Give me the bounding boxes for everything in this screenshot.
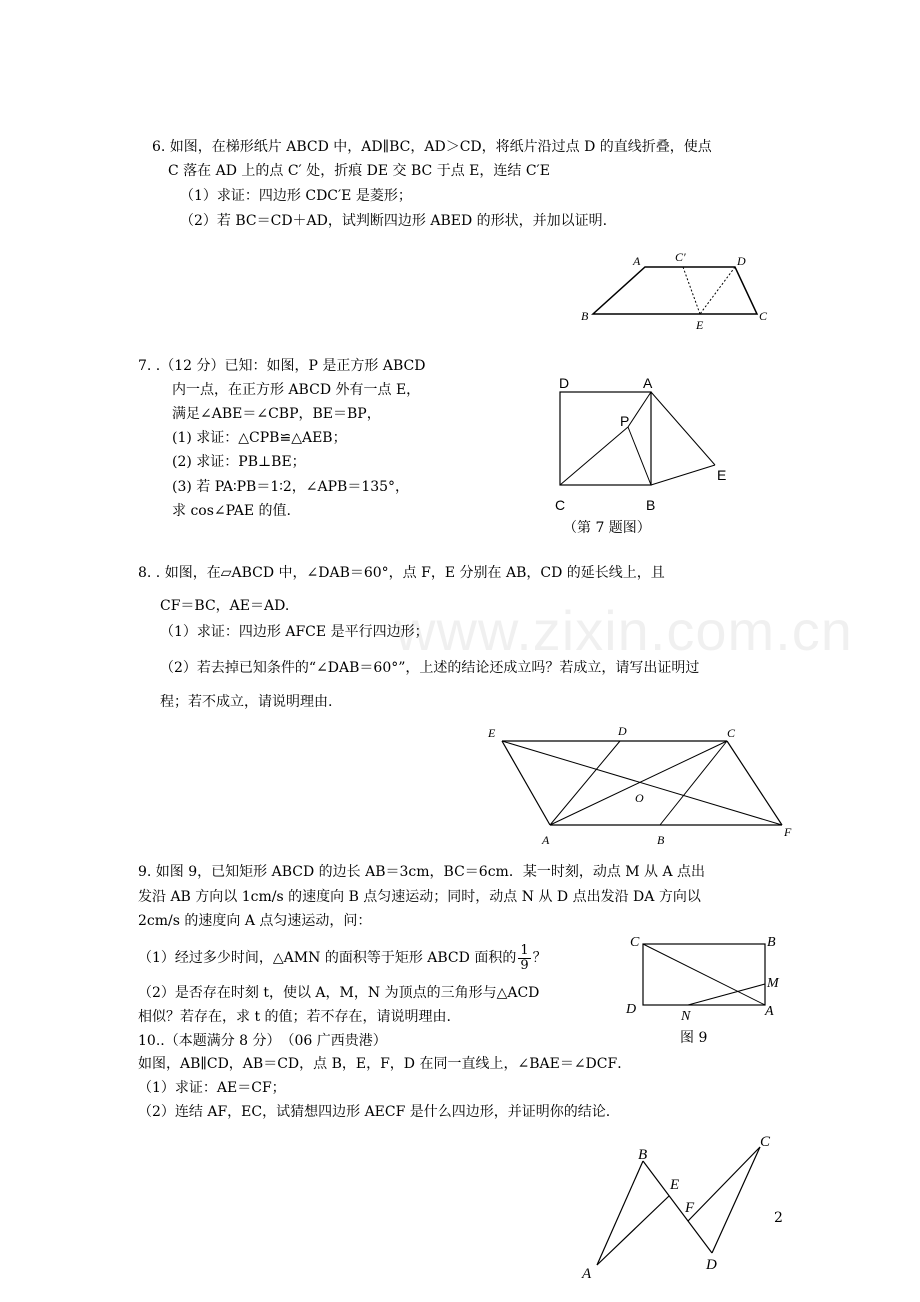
q9-line3: 2cm/s 的速度向 A 点匀速运动，问： [138,913,372,929]
seg-cp [560,427,628,485]
q10-line2: 如图，AB∥CD，AB＝CD，点 B，E，F，D 在同一直线上，∠BAE＝∠DCF． [138,1056,632,1072]
watermark: www.zixin.com.cn [395,599,853,662]
seg-ad [550,741,620,825]
seg-fc [688,1147,760,1221]
label-D: D [626,1002,637,1017]
q10-sub2: （2）连结 AF，EC，试猜想四边形 AECF 是什么四边形，并证明你的结论. [138,1104,611,1120]
fold-c1-e [683,267,700,314]
seg-bc [660,741,727,825]
q7-line6: (3) 若 PA∶PB＝1∶2，∠APB＝135°， [172,479,410,495]
q7-square-figure [545,372,745,522]
q6-line1: 6. 如图，在梯形纸片 ABCD 中，AD∥BC，AD＞CD，将纸片沿过点 D 的直线折叠，使点 [152,139,712,155]
label-A: A [643,375,653,391]
label-A: A [765,1004,774,1019]
q9-line2: 发沿 AB 方向以 1cm/s 的速度向 B 点匀速运动；同时，动点 N 从 D 点出发沿 DA 方向以 [138,889,701,905]
q8-sub2b: 程；若不成立，请说明理由. [160,694,333,710]
label-A: A [582,1266,592,1282]
label-C: C [727,726,736,740]
seg-ac [550,741,727,825]
label-N: N [681,1009,691,1023]
label-M: M [767,976,779,991]
q9-sub1-end: ？ [532,950,547,966]
q7-caption: （第 7 题图） [563,520,651,536]
seg-ae [651,392,715,465]
label-C-prime: C′ [675,250,686,264]
label-A: A [633,254,641,268]
label-C: C [759,309,768,323]
label-F: F [685,1200,695,1216]
q10-figure [570,1125,790,1290]
seg-ef [502,741,782,825]
q6-line2: C 落在 AD 上的点 C′ 处，折痕 DE 交 BC 于点 E，连结 C′E [168,163,550,179]
q9-sub2a: （2）是否存在时刻 t，使以 A，M，N 为顶点的三角形与△ACD [138,985,540,1001]
label-C: C [555,497,566,513]
q9-line1: 9. 如图 9，已知矩形 ABCD 的边长 AB＝3cm，BC＝6cm．某一时刻，动点 M 从 A 点出 [138,864,706,880]
q7-line2: 内一点，在正方形 ABCD 外有一点 E， [172,382,421,398]
q6-sub2: （2）若 BC＝CD＋AD，试判断四边形 ABED 的形状，并加以证明. [180,213,608,229]
label-D: D [706,1257,717,1273]
q7-line7: 求 cos∠PAE 的值. [172,503,291,519]
label-F: F [784,825,792,839]
label-O: O [635,791,644,805]
q9-sub1-row [138,942,547,974]
label-E: E [696,318,704,332]
q8-parallelogram-figure [480,720,800,850]
q9-sub2b: 相似？若存在，求 t 的值；若不存在，请说明理由. [138,1009,451,1025]
fraction-numerator: 1 [520,942,529,958]
fold-d-e [700,267,735,314]
page-number: 2 [774,1210,783,1226]
label-D: D [559,375,570,391]
q8-line1: 8. . 如图，在▱ABCD 中，∠DAB＝60°，点 F，E 分别在 AB，CD 的延长线上，且 [138,565,665,581]
label-P: P [620,413,630,429]
label-D: D [618,724,627,738]
q8-line2: CF＝BC，AE＝AD. [160,598,290,614]
q7-line5: (2) 求证：PB⊥BE； [172,454,306,470]
q9-caption: 图 9 [680,1030,708,1046]
q8-sub1: （1）求证：四边形 AFCE 是平行四边形； [160,624,429,640]
label-B: B [581,309,589,323]
seg-be [651,465,715,485]
label-B: B [638,1147,648,1163]
trapezoid-abcd [593,267,757,314]
q9-rectangle-figure [620,928,800,1023]
seg-cf [727,741,782,825]
label-C: C [760,1134,771,1150]
label-B: B [646,497,656,513]
q6-sub1: （1）求证：四边形 CDC′E 是菱形； [180,188,412,204]
q8-sub2a: （2）若去掉已知条件的“∠DAB＝60°”，上述的结论还成立吗？若成立，请写出证明过 [160,660,700,676]
seg-ca [643,944,765,1005]
label-B: B [767,935,776,950]
seg-ab [597,1161,643,1265]
label-B: B [657,833,665,847]
seg-dc [712,1147,760,1253]
label-D: D [737,254,746,268]
label-A: A [542,833,550,847]
q9-sub1: （1）经过多少时间，△AMN 的面积等于矩形 ABCD 面积的 [138,950,517,966]
q7-line4: (1) 求证：△CPB≌△AEB； [172,430,347,446]
fraction-denominator: 9 [520,957,529,973]
seg-nm [688,984,765,1005]
q10-sub1: （1）求证：AE＝CF； [138,1080,286,1096]
seg-ae [597,1196,669,1265]
q7-line3: 满足∠ABE＝∠CBP，BE＝BP， [172,406,381,422]
square-abcd [560,392,651,485]
q6-trapezoid-figure [575,248,775,338]
seg-pa [628,392,651,427]
label-E: E [717,467,727,483]
q7-line1: 7. .（12 分）已知：如图，P 是正方形 ABCD [138,358,426,374]
fraction-one-ninth [518,944,530,973]
seg-pb [628,427,651,485]
label-E: E [670,1177,680,1193]
label-E: E [488,726,496,740]
q10-line1: 10..（本题满分 8 分） （06 广西贵港） [138,1033,387,1049]
label-C: C [630,935,640,950]
